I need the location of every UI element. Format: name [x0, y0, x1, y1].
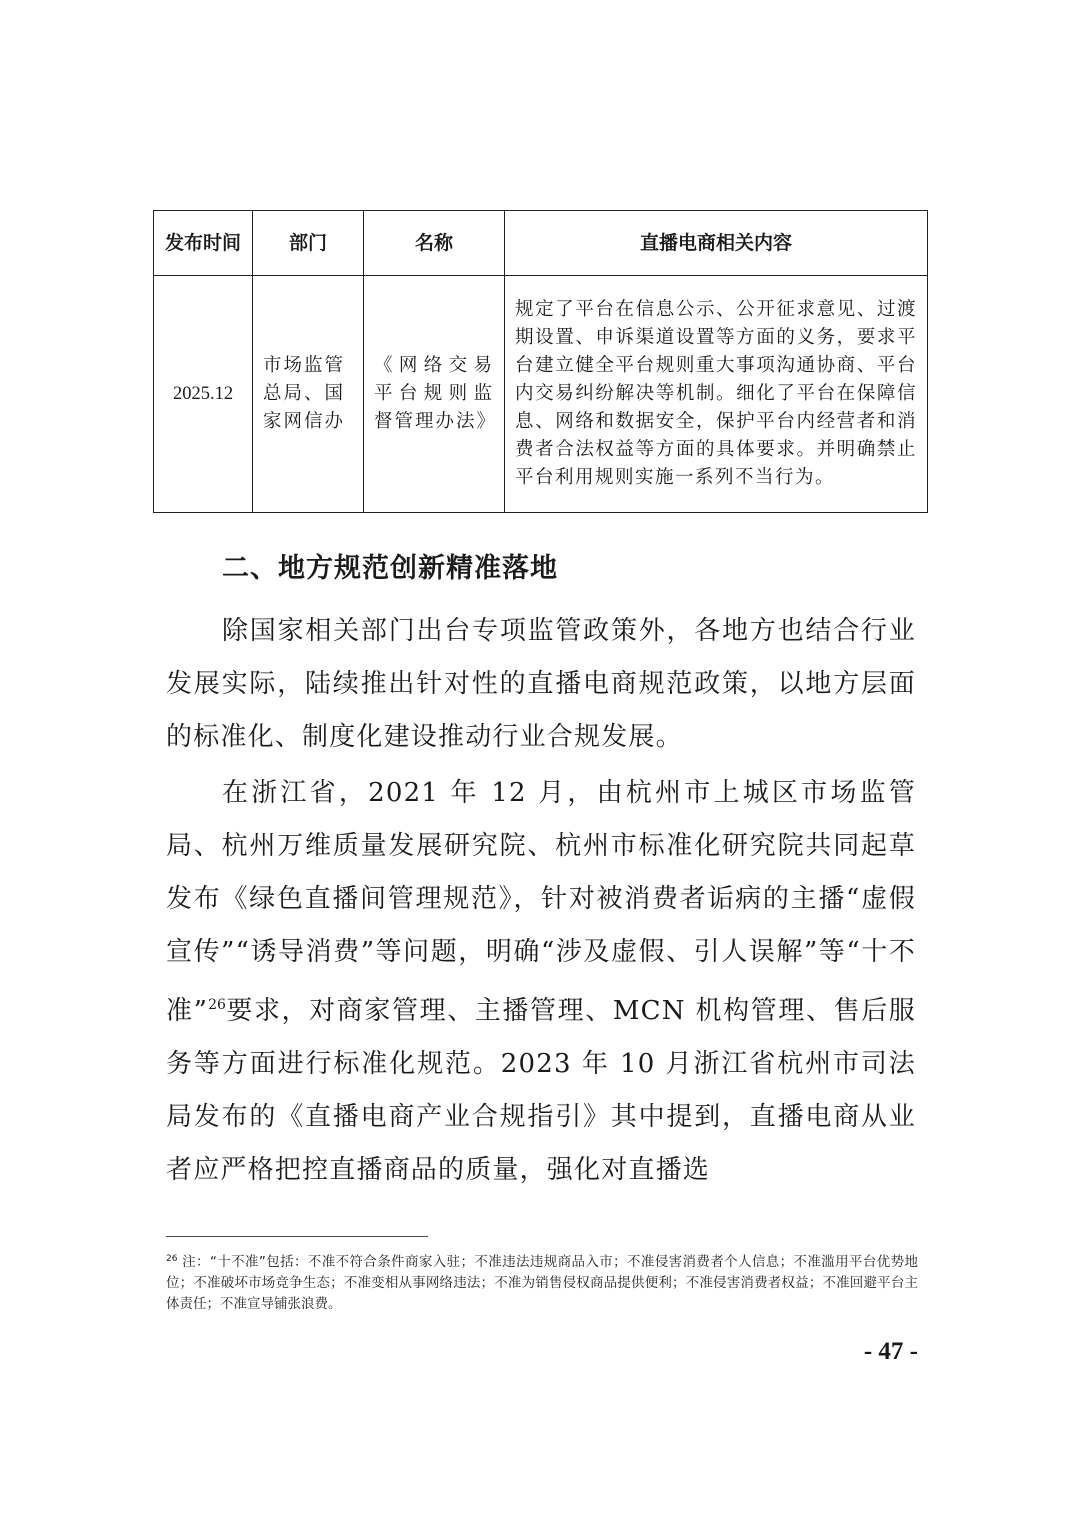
paragraph-2-text-b: 要求，对商家管理、主播管理、MCN 机构管理、售后服务等方面进行标准化规范。2023 年 10 月浙江省杭州市司法局发布的《直播电商产业合规指引》其中提到，直播电商从业者应严格把控直播商品的质量，强化对直播选: [166, 996, 916, 1185]
footnote-reference[interactable]: 26: [208, 997, 226, 1013]
cell-content: 规定了平台在信息公示、公开征求意见、过渡期设置、申诉渠道设置等方面的义务，要求平台建立健全平台规则重大事项沟通协商、平台内交易纠纷解决等机制。细化了平台在保障信息、网络和数据安全，保护平台内经营者和消费者合法权益等方面的具体要求。并明确禁止平台利用规则实施一系列不当行为。: [505, 276, 928, 513]
paragraph-1: 除国家相关部门出台专项监管政策外，各地方也结合行业发展实际，陆续推出针对性的直播电商规范政策，以地方层面的标准化、制度化建设推动行业合规发展。: [166, 616, 916, 752]
paragraph-2: [166, 767, 916, 1197]
paragraph-2-text-a: 在浙江省，2021 年 12 月，由杭州市上城区市场监管局、杭州万维质量发展研究院、杭州市标准化研究院共同起草发布《绿色直播间管理规范》，针对被消费者诟病的主播“虚假宣传”“诱导消费”等问题，明确“涉及虚假、引人误解”等“十不准”: [166, 778, 916, 1026]
footnote-divider: [166, 1236, 428, 1237]
section-heading: 二、地方规范创新精准落地: [222, 553, 558, 584]
footnote-text: 注：“十不准”包括：不准不符合条件商家入驻；不准违法违规商品入市；不准侵害消费者个人信息；不准滥用平台优势地位；不准破坏市场竞争生态；不准变相从事网络违法；不准为销售侵权商品提供便利；不准侵害消费者权益；不准回避平台主体责任；不准宣导铺张浪费。: [166, 1254, 918, 1312]
page-number: - 47 -: [863, 1338, 918, 1365]
table-header-row: [154, 211, 928, 276]
footnote: [166, 1249, 918, 1315]
header-name: 名称: [364, 211, 505, 276]
cell-name: 《网络交易平台规则监督管理办法》: [364, 276, 505, 513]
policy-table: [153, 210, 928, 513]
cell-date: 2025.12: [154, 276, 253, 513]
cell-department: 市场监管总局、国家网信办: [253, 276, 364, 513]
table-row: [154, 276, 928, 513]
header-department: 部门: [253, 211, 364, 276]
footnote-number: 26: [166, 1254, 178, 1264]
header-date: 发布时间: [154, 211, 253, 276]
header-content: 直播电商相关内容: [505, 211, 928, 276]
